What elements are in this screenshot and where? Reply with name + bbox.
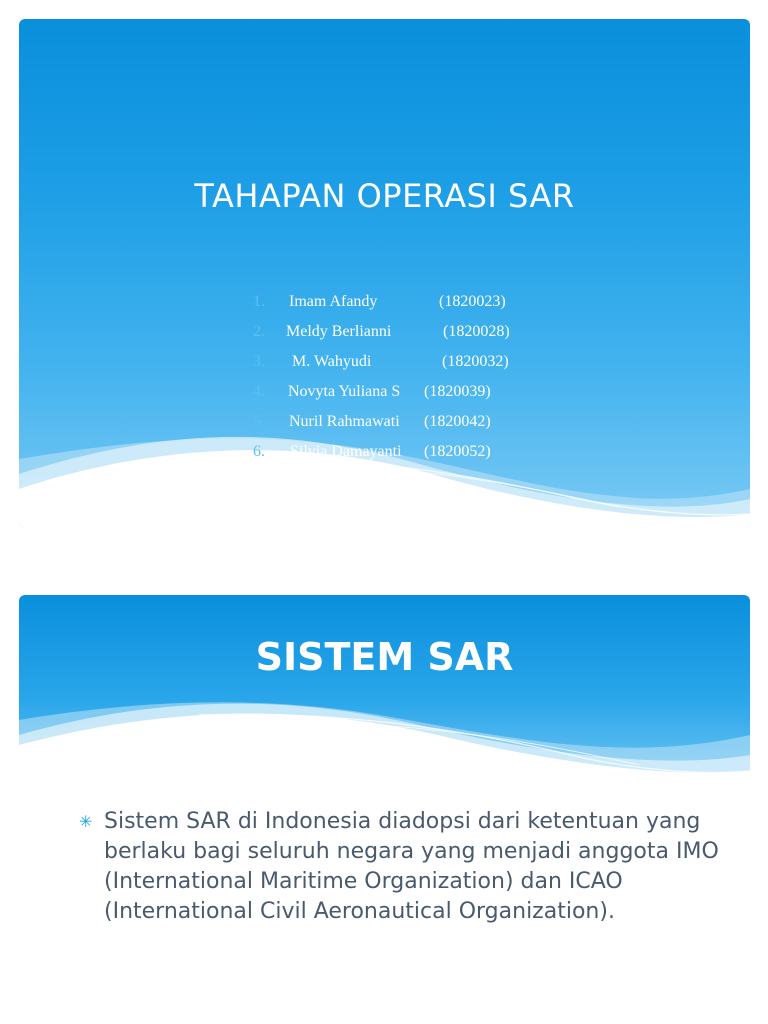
- member-number: 5.: [253, 413, 265, 430]
- member-name: Silvia Damayanti: [290, 443, 402, 460]
- slide-title: [19, 19, 750, 528]
- member-number: 4.: [253, 383, 265, 400]
- member-number: 6.: [253, 443, 265, 460]
- list-item: [79, 807, 719, 927]
- member-name: Imam Afandy: [289, 293, 378, 310]
- member-name: Meldy Berlianni: [286, 323, 392, 340]
- member-name: M. Wahyudi: [292, 353, 372, 370]
- member-nim: (1820042): [424, 413, 491, 430]
- member-nim: (1820052): [424, 443, 491, 460]
- slide2-title: SISTEM SAR: [255, 635, 514, 679]
- slide2-header: [19, 595, 750, 785]
- list-item: [19, 347, 750, 377]
- member-nim: (1820028): [443, 323, 510, 340]
- slide1-title: TAHAPAN OPERASI SAR: [194, 177, 575, 215]
- list-item: [19, 407, 750, 437]
- member-nim: (1820023): [439, 293, 506, 310]
- member-nim: (1820032): [442, 353, 509, 370]
- wave-decoration: [19, 595, 750, 785]
- member-name: Nuril Rahmawati: [289, 413, 400, 430]
- member-nim: (1820039): [424, 383, 491, 400]
- bullet-list: [79, 807, 719, 927]
- list-item: [19, 377, 750, 407]
- member-number: 2.: [253, 323, 265, 340]
- member-name: Novyta Yuliana S: [288, 383, 401, 400]
- list-item: [19, 287, 750, 317]
- bullet-text: Sistem SAR di Indonesia diadopsi dari ketentuan yang berlaku bagi seluruh negara yang menjadi anggota IMO (International Maritime Organization) dan ICAO (International Civil Aeronautical Organization).: [104, 809, 719, 924]
- member-number: 3.: [253, 353, 265, 370]
- list-item: [19, 437, 750, 467]
- asterisk-bullet-icon: ✳: [79, 812, 93, 831]
- member-number: 1.: [253, 293, 265, 310]
- list-item: [19, 317, 750, 347]
- member-list: [19, 287, 750, 467]
- slide-sistem-sar: [19, 595, 750, 1024]
